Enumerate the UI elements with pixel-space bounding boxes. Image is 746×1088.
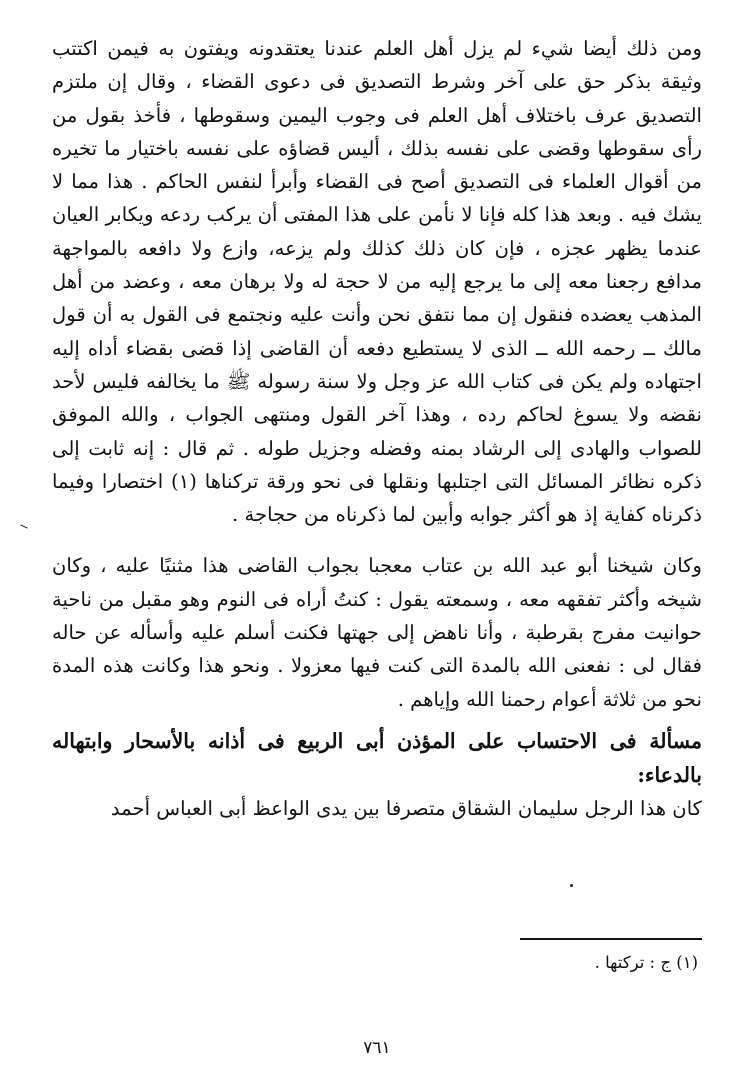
document-page (52, 30, 702, 1060)
scan-speck (570, 884, 573, 887)
body-paragraph-3: كان هذا الرجل سليمان الشقاق متصرفا بين يدى الواعظ أبى العباس أحمد (110, 796, 702, 820)
section-heading: مسألة فى الاحتساب على المؤذن أبى الربيع فى أذانه بالأسحار وابتهاله بالدعاء: (52, 728, 702, 787)
scan-speck (20, 524, 28, 528)
footnote: (١) ج : تركتها . (594, 953, 698, 972)
body-paragraph-1: ومن ذلك أيضا شيء لم يزل أهل العلم عندنا يعتقدونه ويفتون به فيمن اكتتب وثيقة بذكر حق على آخر وشرط التصديق فى دعوى القضاء ، وقال إن ملتزم التصديق عرف باختلاف أهل العلم فى وجوب اليمين وسقوطها ، فأخذ بقول من رأى سقوطها وقضى على نفسه بذلك ، أليس قضاؤه على نفسه باختيار ما تخيره من أقوال العلماء فى التصديق أصح فى القضاء وأبرأ لنفس الحاكم . هذا مما لا يشك فيه . وبعد هذا كله فإنا لا نأمن على هذا المفتى أن يركب ردعه ويكابر العيان عندما يظهر عجزه ، فإن كان ذلك كذلك ولم يزعه، وازع ولا دافعه بالمواجهة مدافع رجعنا معه إلى ما يرجع إليه من لا حجة له ولا برهان معه ، وعضد من أهل المذهب يعضده فنقول إن مما نتفق نحن وأنت عليه ونجتمع فى القول به أن قول مالك ــ رحمه الله ــ الذى لا يستطيع دفعه أن القاضى إذا قضى بقضاء أداه إليه اجتهاده ولم يكن فى كتاب الله عز وجل ولا سنة رسوله ﷺ ما يخالفه فليس لأحد نقضه ولا يسوغ لحاكم رده ، وهذا آخر القول ومنتهى الجواب ، والله الموفق للصواب والهادى إلى الرشاد بمنه وفضله وجزيل طوله . ثم قال : إنه ثابت إلى ذكره نظائر المسائل التى اجتلبها ونقلها فى نحو ورقة تركناها (١) اختصارا وفيما ذكرناه كفاية إذ هو أكثر جوابه وأبين لما ذكرناه من حجاجة . (52, 37, 702, 527)
page-number: ٧٦١ (363, 1038, 391, 1058)
body-paragraph-2: وكان شيخنا أبو عبد الله بن عتاب معجبا بجواب القاضى هذا مثنيًا عليه ، وكان شيخه وأكثر تفقهه معه ، وسمعته يقول : كنتُ أراه فى النوم وهو مقبل من ناحية حوانيت مفرج بقرطبة ، وأنا ناهض إلى جهتها فكنت أسلم عليه وأسأله عن حاله فقال لى : نفعنى الله بالمدة التى كنت فيها معزولا . ونحو هذا وكانت هذه المدة نحو من ثلاثة أعوام رحمنا الله وإياهم . (52, 554, 702, 711)
footnote-divider (520, 938, 702, 940)
